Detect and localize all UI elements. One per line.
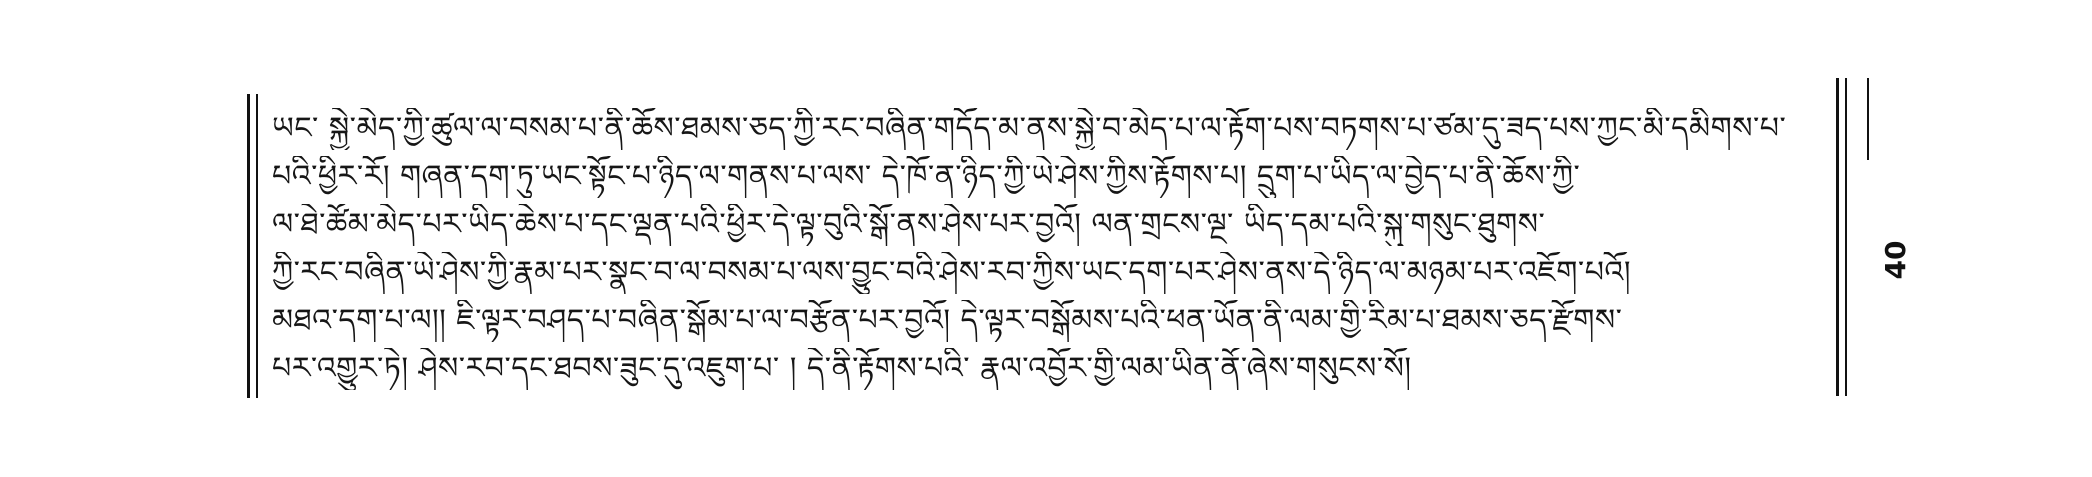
margin-rule xyxy=(1867,78,1869,160)
folio-number: 40 xyxy=(1879,240,1912,280)
right-border-outer xyxy=(1836,78,1839,396)
text-line-4: ཀྱི་རང་བཞིན་ཡེ་ཤེས་ཀྱི་རྣམ་པར་སྣང་བ་ལ་བསམ་པ་ལས་བྱུང་བའི་ཤེས་རབ་ཀྱིས་ཡང་དག་པར་ཤེས་ནས་དེ་ཉིད་ལ་མཉམ་པར་འཇོག་པའོ། xyxy=(272,255,1631,290)
left-border-inner xyxy=(256,94,258,398)
text-line-1: ཡང་ སྐྱེ་མེད་ཀྱི་ཚུལ་ལ་བསམ་པ་ནི་ཆོས་ཐམས་ཅད་ཀྱི་རང་བཞིན་གདོད་མ་ནས་སྐྱེ་བ་མེད་པ་ལ་རྟོག་པས་བཏགས་པ་ཙམ་དུ་ཟད་པས་ཀྱང་མི་དམིགས་པ་ xyxy=(272,111,1787,146)
text-line-2: པའི་ཕྱིར་རོ། གཞན་དག་ཏུ་ཡང་སྟོང་པ་ཉིད་ལ་གནས་པ་ལས་ དེ་ཁོ་ན་ཉིད་ཀྱི་ཡེ་ཤེས་ཀྱིས་རྟོགས་པ། དྲུག་པ་ཡིད་ལ་བྱེད་པ་ནི་ཆོས་ཀྱི་ xyxy=(272,159,1581,194)
text-line-6: པར་འགྱུར་ཏེ། ཤེས་རབ་དང་ཐབས་ཟུང་དུ་འཇུག་པ་ ། དེ་ནི་རྟོགས་པའི་ རྣལ་འབྱོར་གྱི་ལམ་ཡིན་ནོ་ཞེས་གསུངས་སོ། xyxy=(272,351,1412,386)
left-border-outer xyxy=(247,94,250,398)
right-border-inner xyxy=(1845,78,1847,396)
text-line-5: མཐའ་དག་པ་ལ།། ཇི་ལྟར་བཤད་པ་བཞིན་སྒོམ་པ་ལ་བརྩོན་པར་བྱའོ། དེ་ལྟར་བསྒོམས་པའི་ཕན་ཡོན་ནི་ལམ་གྱི་རིམ་པ་ཐམས་ཅད་རྫོགས་ xyxy=(272,303,1623,338)
manuscript-text-block xyxy=(272,100,1827,400)
text-line-3: ལ་ཐེ་ཚོམ་མེད་པར་ཡིད་ཆེས་པ་དང་ལྡན་པའི་ཕྱིར་དེ་ལྟ་བུའི་སྒོ་ནས་ཤེས་པར་བྱའོ། ལན་གྲངས་ལྔ་ ཡིད་དམ་པའི་སྐུ་གསུང་ཐུགས་ xyxy=(272,207,1546,242)
